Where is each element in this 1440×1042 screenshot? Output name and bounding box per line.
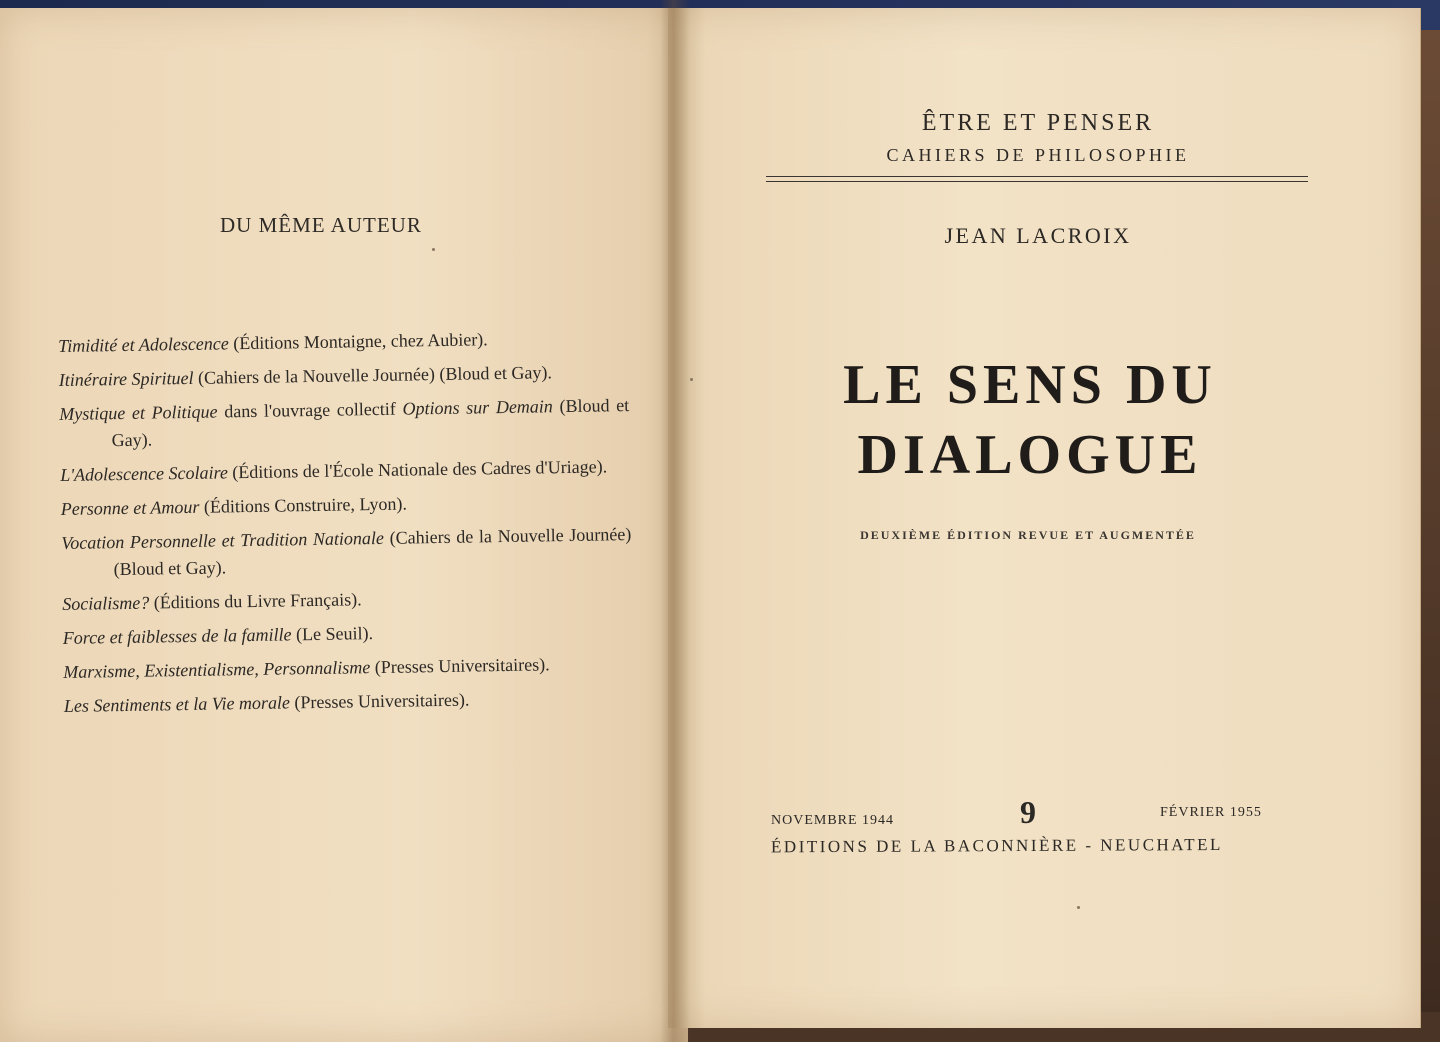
- work-publisher: dans l'ouvrage collectif: [217, 398, 403, 422]
- works-list: [58, 324, 634, 727]
- work-title: Vocation Personnelle et Tradition Nationale: [61, 527, 385, 553]
- work-title: Socialisme?: [62, 592, 150, 614]
- work-title: Itinéraire Spirituel: [58, 367, 194, 390]
- publisher-line: ÉDITIONS DE LA BACONNIÈRE - NEUCHATEL: [770, 834, 1223, 857]
- work-title: Marxisme, Existentialisme, Personnalisme: [63, 657, 371, 682]
- work-item: [59, 392, 630, 455]
- work-publisher: (Cahiers de la Nouvelle Journée) (Bloud et Gay).: [193, 362, 553, 388]
- work-publisher: (Le Seuil).: [291, 623, 374, 645]
- work-item: [61, 521, 632, 584]
- author-name: JEAN LACROIX: [944, 223, 1132, 248]
- series-subtitle: CAHIERS DE PHILOSOPHIE: [886, 145, 1190, 165]
- edition-note: DEUXIÈME ÉDITION REVUE ET AUGMENTÉE: [860, 528, 1196, 542]
- work-title: Force et faiblesses de la famille: [62, 624, 292, 648]
- work-publisher: (Éditions Construire, Lyon).: [199, 493, 408, 517]
- left-page: [0, 8, 688, 1042]
- left-page-heading: DU MÊME AUTEUR: [220, 213, 422, 237]
- work-item: [62, 582, 632, 618]
- work-publisher: (Cahiers de la Nouvelle Journée) (Bloud et Gay).: [113, 524, 632, 580]
- work-title: Mystique et Politique: [59, 401, 218, 424]
- book-title: [820, 350, 1240, 490]
- work-title: Timidité et Adolescence: [58, 333, 229, 356]
- work-item: [60, 453, 630, 489]
- first-edition-date: NOVEMBRE 1944: [771, 813, 895, 828]
- series-title: ÊTRE ET PENSER: [921, 110, 1155, 136]
- work-title: Personne et Amour: [60, 496, 200, 519]
- book-title-line-2: DIALOGUE: [857, 424, 1203, 486]
- paper-speck: [690, 378, 693, 381]
- book-title-line-1: LE SENS DU: [843, 354, 1217, 416]
- series-number: 9: [1020, 794, 1036, 830]
- work-title: L'Adolescence Scolaire: [60, 462, 228, 485]
- work-item: [59, 358, 629, 394]
- work-title: Les Sentiments et la Vie morale: [63, 692, 291, 716]
- work-title-secondary: Options sur Demain: [402, 396, 553, 419]
- paper-speck: [432, 248, 435, 251]
- work-item: [58, 324, 628, 360]
- book-gutter: [660, 0, 690, 1042]
- work-item: [63, 650, 633, 686]
- double-rule-bottom: [766, 181, 1308, 182]
- double-rule-top: [766, 176, 1308, 177]
- work-item: [61, 487, 631, 523]
- work-publisher: (Presses Universitaires).: [370, 654, 550, 678]
- work-publisher: (Éditions Montaigne, chez Aubier).: [228, 329, 488, 354]
- second-edition-date: FÉVRIER 1955: [1160, 805, 1262, 820]
- work-item: [64, 684, 634, 720]
- work-publisher: (Presses Universitaires).: [289, 689, 470, 713]
- work-publisher-secondary: (Bloud et Gay).: [111, 395, 630, 451]
- paper-speck: [1077, 906, 1080, 909]
- work-publisher: (Éditions du Livre Français).: [149, 589, 362, 613]
- work-item: [63, 616, 633, 652]
- work-publisher: (Éditions de l'École Nationale des Cadres d'Uriage).: [227, 456, 608, 483]
